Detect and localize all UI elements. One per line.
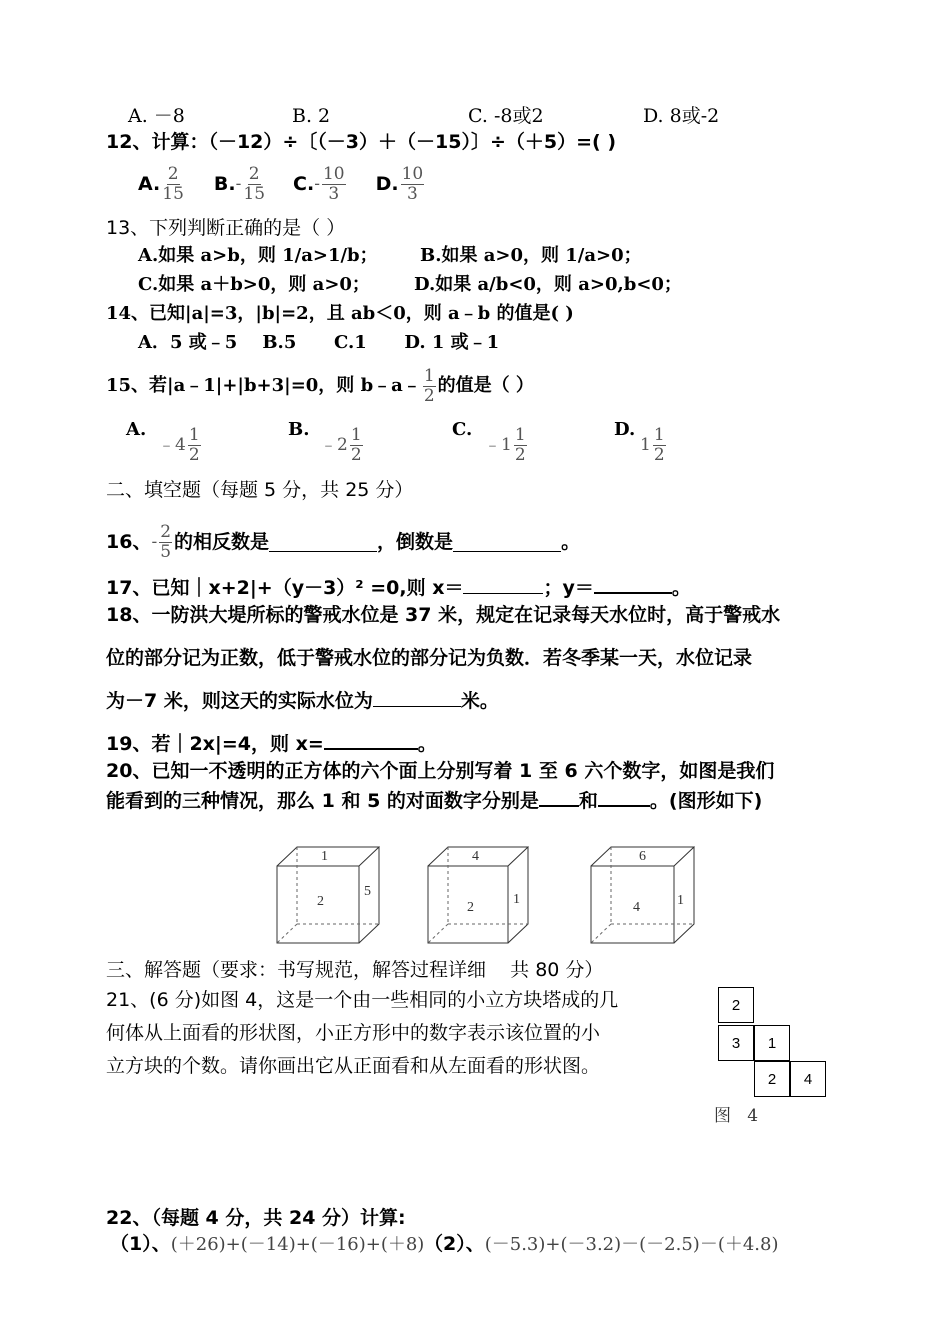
q17-blank-x[interactable] (463, 575, 543, 594)
q19: 19、若｜2x|=4，则 x= 。 (106, 730, 437, 756)
q20-blank-1[interactable] (539, 787, 579, 807)
q20-line-1: 20、已知一不透明的正方体的六个面上分别写着 1 至 6 六个数字，如图是我们 (106, 760, 775, 782)
q22-stem: 22、（每题 4 分，共 24 分）计算: (106, 1207, 406, 1229)
q12-stem: 12、计算：（－12）÷〔（－3）＋（－15）〕÷（＋5）=( ) (106, 131, 617, 153)
q18-blank[interactable] (373, 688, 461, 707)
figure-4-caption: 图 4 (714, 1106, 759, 1126)
q13-stem: 13、下列判断正确的是（ ） (106, 217, 346, 239)
q11-option-a: A. －8 (128, 105, 185, 127)
q22-part-2: （2）、(－5.3)+(－3.2)－(－2.5)－(＋4.8) (424, 1233, 779, 1255)
section-3-heading: 三、解答题（要求：书写规范，解答过程详细 共 80 分） (106, 959, 604, 981)
q22-part-1: （1）、(＋26)+(－14)+(－16)+(＋8) (110, 1233, 425, 1255)
q11-option-c: C. -8或2 (468, 105, 544, 127)
cube-2-side-number: 1 (513, 892, 520, 907)
q14-stem: 14、已知|a|=3，|b|=2，且 ab＜0，则 a﹣b 的值是( ) (106, 303, 574, 324)
q15-b-label: B. (288, 419, 310, 440)
grid-cell: 2 (718, 987, 754, 1023)
q13-option-c: C.如果 a＋b>0，则 a>0； (138, 274, 370, 295)
grid-cell: 1 (754, 1025, 790, 1061)
q15-stem: 15、若|a﹣1|+|b+3|=0，则 b﹣a﹣ $\frac{1}{2}$ 的值是（ ） (106, 365, 534, 406)
q12-b-fraction: $\frac{2}{15}$ (243, 163, 266, 204)
q21-line-1: 21、(6 分)如图 4，这是一个由一些相同的小立方块塔成的几 (106, 989, 619, 1011)
q21-line-3: 立方块的个数。请你画出它从正面看和从左面看的形状图。 (106, 1055, 601, 1077)
q21-line-2: 何体从上面看的形状图，小正方形中的数字表示该位置的小 (106, 1022, 601, 1044)
q15-stem-fraction: $\frac{1}{2}$ (423, 365, 435, 406)
q12-d-label: D. (375, 173, 399, 195)
q13-option-d: D.如果 a/b<0，则 a>0,b<0； (414, 274, 682, 295)
grid-cell: 4 (790, 1061, 826, 1097)
q20-line-2: 能看到的三种情况，那么 1 和 5 的对面数字分别是 和 。(图形如下) (106, 787, 762, 813)
q18-line-2: 位的部分记为正数，低于警戒水位的部分记为负数．若冬季某一天，水位记录 (106, 647, 753, 669)
q15-a-label: A. (126, 419, 147, 440)
q20-blank-2[interactable] (598, 787, 650, 807)
q15-a-value: ﹣4 $\frac{1}{2}$ (158, 424, 200, 465)
cube-2-top-number: 4 (472, 849, 479, 864)
q16-blank-opposite[interactable] (269, 533, 377, 552)
q18-line-3: 为－7 米，则这天的实际水位为 米。 (106, 690, 499, 712)
cube-2-front-number: 2 (467, 900, 474, 915)
q11-option-d: D. 8或-2 (643, 105, 720, 127)
q12-a-fraction: $\frac{2}{15}$ (162, 163, 184, 204)
cube-1-top-number: 1 (321, 849, 328, 864)
q12-a-label: A. (138, 173, 161, 195)
q19-blank[interactable] (324, 730, 418, 750)
cube-3-top-number: 6 (639, 849, 646, 864)
q17: 17、已知｜x+2|+（y－3）² =0,则 x＝ ；y＝ 。 (106, 574, 691, 600)
q15-c-label: C. (452, 419, 473, 440)
grid-cell: 2 (754, 1061, 790, 1097)
q12-c-label: C. (293, 173, 315, 195)
q13-option-b: B.如果 a>0，则 1/a>0； (420, 245, 642, 266)
cube-1-front-number: 2 (317, 894, 324, 909)
q18-line-1: 18、一防洪大堤所标的警戒水位是 37 米，规定在记录每天水位时，高于警戒水 (106, 604, 781, 626)
cube-1-side-number: 5 (364, 884, 371, 899)
q12-d-fraction: $\frac{10}{3}$ (401, 163, 424, 204)
q16: 16、 - $\frac{2}{5}$ 的相反数是 ，倒数是 。 (106, 521, 581, 562)
q16-fraction: $\frac{2}{5}$ (160, 521, 172, 562)
cube-3-front-number: 4 (633, 900, 640, 915)
q15-b-value: ﹣2 $\frac{1}{2}$ (320, 424, 362, 465)
q12-c-fraction: $\frac{10}{3}$ (322, 163, 345, 204)
q15-d-label: D. (614, 419, 636, 440)
q13-option-a: A.如果 a>b，则 1/a>1/b； (138, 245, 378, 266)
grid-cell: 3 (718, 1025, 754, 1061)
q17-blank-y[interactable] (594, 574, 672, 594)
q16-blank-reciprocal[interactable] (453, 533, 561, 552)
q12-b-label: B. (213, 173, 236, 195)
q15-d-value: 1 $\frac{1}{2}$ (640, 424, 665, 465)
q12-options: A. $\frac{2}{15}$ B. - $\frac{2}{15}$ C. - $\frac{10}{3}$ D. $\frac{10}{3}$ (138, 163, 424, 204)
cube-3-side-number: 1 (677, 893, 684, 908)
q11-option-b: B. 2 (292, 105, 331, 127)
q14-options: A．5 或﹣5 B.5 C.1 D. 1 或﹣1 (138, 332, 500, 353)
section-2-heading: 二、填空题（每题 5 分，共 25 分） (106, 479, 414, 501)
q15-c-value: ﹣1 $\frac{1}{2}$ (484, 424, 526, 465)
